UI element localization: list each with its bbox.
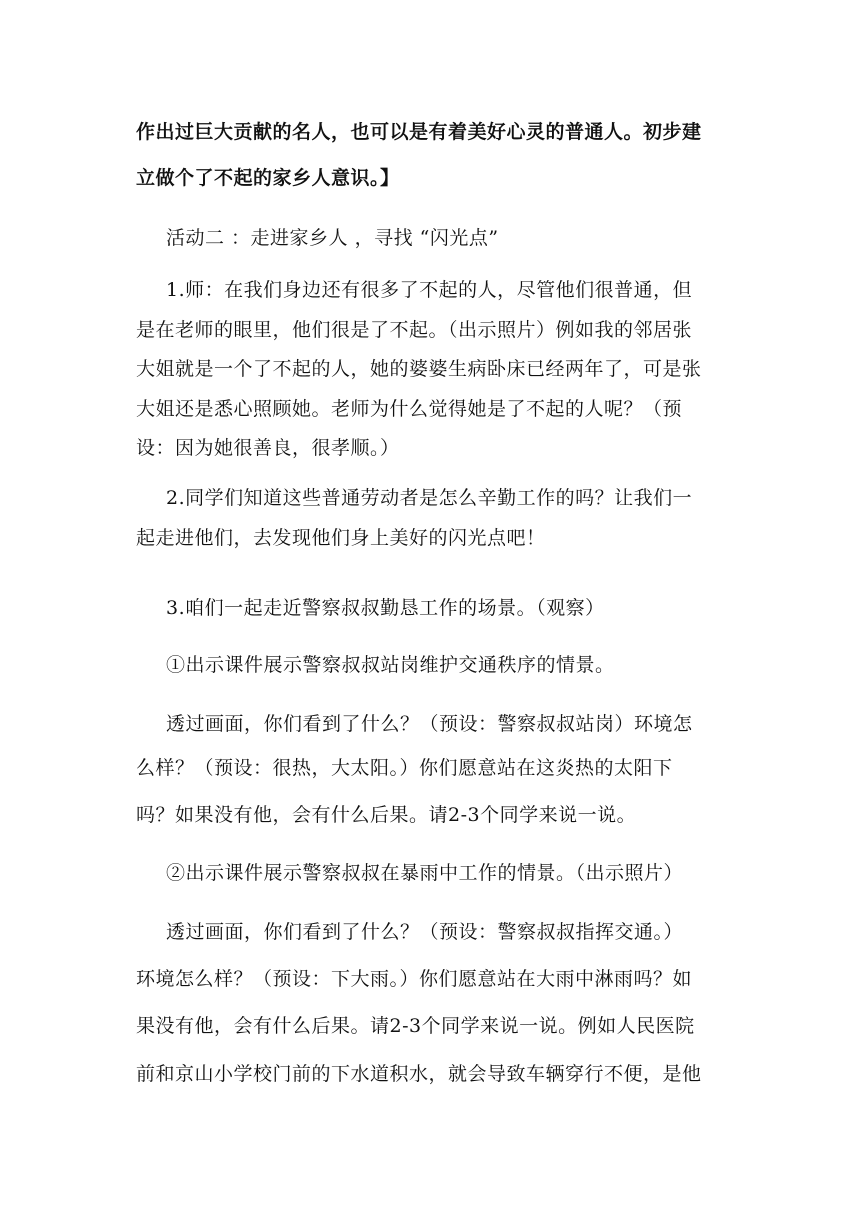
- item2-detail-line-3: 果没有他，会有什么后果。请2-3个同学来说一说。例如人民医院: [136, 1015, 695, 1037]
- step1-line-5: 设：因为她很善良，很孝顺。）: [136, 437, 400, 459]
- item1-line: ①出示课件展示警察叔叔站岗维护交通秩序的情景。: [166, 654, 615, 676]
- item1-detail-line-1: 透过画面，你们看到了什么？（预设：警察叔叔站岗）环境怎: [166, 713, 693, 735]
- step2-line-2: 起走进他们，去发现他们身上美好的闪光点吧！: [136, 527, 546, 549]
- step3-line: 3.咱们一起走近警察叔叔勤恳工作的场景。（观察）: [166, 597, 605, 619]
- item2-detail-line-4: 前和京山小学校门前的下水道积水，就会导致车辆穿行不便，是他: [136, 1063, 702, 1085]
- item1-detail-line-3: 吗？如果没有他，会有什么后果。请2-3个同学来说一说。: [136, 804, 637, 826]
- step1-line-3: 大姐就是一个了不起的人，她的婆婆生病卧床已经两年了，可是张: [136, 358, 702, 380]
- intro-line-1: 作出过巨大贡献的名人，也可以是有着美好心灵的普通人。初步建: [136, 121, 702, 143]
- step2-line-1: 2.同学们知道这些普通劳动者是怎么辛勤工作的吗？让我们一: [166, 487, 693, 509]
- item2-detail-line-1: 透过画面，你们看到了什么？（预设：警察叔叔指挥交通。）: [166, 921, 684, 943]
- activity-heading: 活动二 ：走进家乡人 ，寻找 “闪光点”: [166, 227, 499, 249]
- step1-line-4: 大姐还是悉心照顾她。老师为什么觉得她是了不起的人呢？（预: [136, 398, 683, 420]
- item1-detail-line-2: 么样？（预设：很热，大太阳。）你们愿意站在这炎热的太阳下: [136, 757, 673, 779]
- step1-line-2: 是在老师的眼里，他们很是了不起。（出示照片）例如我的邻居张: [136, 319, 693, 341]
- intro-line-2: 立做个了不起的家乡人意识。】: [136, 167, 400, 189]
- step1-line-1: 1.师：在我们身边还有很多了不起的人，尽管他们很普通，但: [166, 279, 693, 301]
- item2-detail-line-2: 环境怎么样？（预设：下大雨。）你们愿意站在大雨中淋雨吗？如: [136, 968, 693, 990]
- item2-line: ②出示课件展示警察叔叔在暴雨中工作的情景。（出示照片）: [166, 862, 684, 884]
